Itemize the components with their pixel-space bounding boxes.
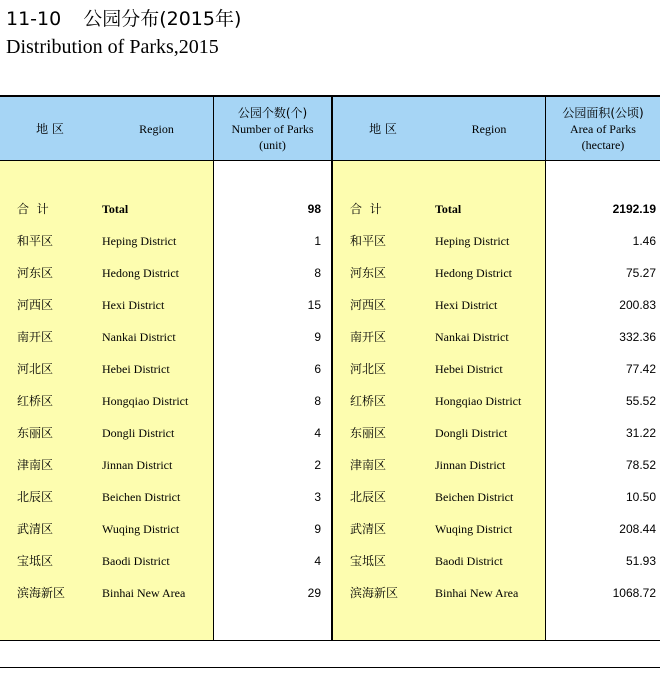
row-region-cn: 河东区 xyxy=(350,266,387,280)
row-value: 3 xyxy=(314,490,321,504)
row-value: 208.44 xyxy=(619,522,656,536)
row-region-en: Hebei District xyxy=(102,362,170,376)
row-value: 332.36 xyxy=(619,330,656,344)
header-region-cn: 地 区 xyxy=(36,121,64,136)
row-region-cn: 滨海新区 xyxy=(350,586,399,600)
row-region-en: Hedong District xyxy=(102,266,179,280)
row-value: 2192.19 xyxy=(612,202,656,216)
row-region-cn: 滨海新区 xyxy=(17,586,66,600)
row-value: 1.46 xyxy=(632,234,656,248)
row-value: 2 xyxy=(314,458,321,472)
row-region-cn: 河北区 xyxy=(350,362,387,376)
row-region-en: Hexi District xyxy=(102,298,165,312)
parks-area-table xyxy=(333,97,660,640)
row-value: 200.83 xyxy=(619,298,656,312)
row-region-en: Baodi District xyxy=(435,554,503,568)
row-region-en: Beichen District xyxy=(435,490,514,504)
row-value: 78.52 xyxy=(625,458,656,472)
row-value: 98 xyxy=(307,202,321,216)
row-region-en: Hongqiao District xyxy=(102,394,189,408)
row-value: 9 xyxy=(314,330,321,344)
row-region-cn: 武清区 xyxy=(17,522,54,536)
row-region-en: Dongli District xyxy=(102,426,175,440)
row-region-en: Nankai District xyxy=(102,330,176,344)
row-region-cn: 河北区 xyxy=(17,362,54,376)
row-region-en: Hongqiao District xyxy=(435,394,522,408)
row-region-en: Total xyxy=(102,202,129,216)
row-region-en: Jinnan District xyxy=(435,458,506,472)
row-region-cn: 津南区 xyxy=(350,458,387,472)
row-region-en: Heping District xyxy=(102,234,177,248)
row-region-en: Total xyxy=(435,202,462,216)
header-value-en: Area of Parks xyxy=(570,121,636,136)
header-value-unit: (unit) xyxy=(259,137,286,152)
row-value: 55.52 xyxy=(625,394,656,408)
row-region-cn: 北辰区 xyxy=(350,490,387,504)
row-region-en: Hebei District xyxy=(435,362,503,376)
row-region-en: Nankai District xyxy=(435,330,509,344)
row-value: 1 xyxy=(314,234,321,248)
row-region-cn: 东丽区 xyxy=(350,426,387,440)
table-title-cn xyxy=(6,4,241,31)
row-region-en: Wuqing District xyxy=(102,522,180,536)
row-value: 8 xyxy=(314,266,321,280)
row-region-cn: 东丽区 xyxy=(17,426,54,440)
row-region-en: Baodi District xyxy=(102,554,170,568)
row-value: 29 xyxy=(307,586,321,600)
row-region-cn: 北辰区 xyxy=(17,490,54,504)
row-region-en: Binhai New Area xyxy=(102,586,186,600)
header-value-en: Number of Parks xyxy=(231,121,314,136)
header-value-unit: (hectare) xyxy=(581,137,625,152)
row-region-cn: 河西区 xyxy=(17,298,54,312)
row-region-cn: 合 计 xyxy=(350,202,382,216)
row-value: 10.50 xyxy=(625,490,656,504)
row-value: 75.27 xyxy=(625,266,656,280)
row-region-cn: 南开区 xyxy=(17,330,54,344)
header-value xyxy=(546,97,660,160)
table-title-cn-text: 公园分布(2015年) xyxy=(83,8,242,30)
row-region-en: Hedong District xyxy=(435,266,512,280)
row-value: 77.42 xyxy=(625,362,656,376)
table-title-en: Distribution of Parks,2015 xyxy=(6,36,219,58)
row-region-en: Heping District xyxy=(435,234,510,248)
row-value: 51.93 xyxy=(625,554,656,568)
row-region-cn: 宝坻区 xyxy=(350,554,387,568)
header-value-cn: 公园个数(个) xyxy=(237,105,308,120)
header-region-cn: 地 区 xyxy=(369,121,397,136)
row-region-cn: 红桥区 xyxy=(350,394,387,408)
row-value: 1068.72 xyxy=(612,586,656,600)
row-value: 9 xyxy=(314,522,321,536)
row-region-en: Hexi District xyxy=(435,298,498,312)
row-region-cn: 红桥区 xyxy=(17,394,54,408)
row-value: 4 xyxy=(314,554,321,568)
row-region-cn: 河西区 xyxy=(350,298,387,312)
row-value: 4 xyxy=(314,426,321,440)
footer-rule xyxy=(0,667,660,668)
row-value: 31.22 xyxy=(625,426,656,440)
row-value: 15 xyxy=(307,298,321,312)
row-region-cn: 和平区 xyxy=(17,234,54,248)
row-value: 6 xyxy=(314,362,321,376)
row-region-en: Dongli District xyxy=(435,426,508,440)
row-value: 8 xyxy=(314,394,321,408)
row-region-cn: 和平区 xyxy=(350,234,387,248)
parks-count-table xyxy=(0,97,331,640)
row-region-cn: 河东区 xyxy=(17,266,54,280)
header-region-en: Region xyxy=(471,121,507,136)
row-region-en: Binhai New Area xyxy=(435,586,519,600)
row-region-cn: 津南区 xyxy=(17,458,54,472)
row-region-en: Wuqing District xyxy=(435,522,513,536)
row-region-en: Jinnan District xyxy=(102,458,173,472)
row-region-cn: 合 计 xyxy=(17,202,49,216)
row-region-cn: 宝坻区 xyxy=(17,554,54,568)
table-number: 11-10 xyxy=(6,8,62,30)
row-region-cn: 南开区 xyxy=(350,330,387,344)
header-region-en: Region xyxy=(139,121,174,136)
header-value xyxy=(214,97,331,160)
header-value-cn: 公园面积(公顷) xyxy=(562,105,644,120)
bottom-rule xyxy=(0,640,660,641)
row-region-cn: 武清区 xyxy=(350,522,387,536)
row-region-en: Beichen District xyxy=(102,490,181,504)
